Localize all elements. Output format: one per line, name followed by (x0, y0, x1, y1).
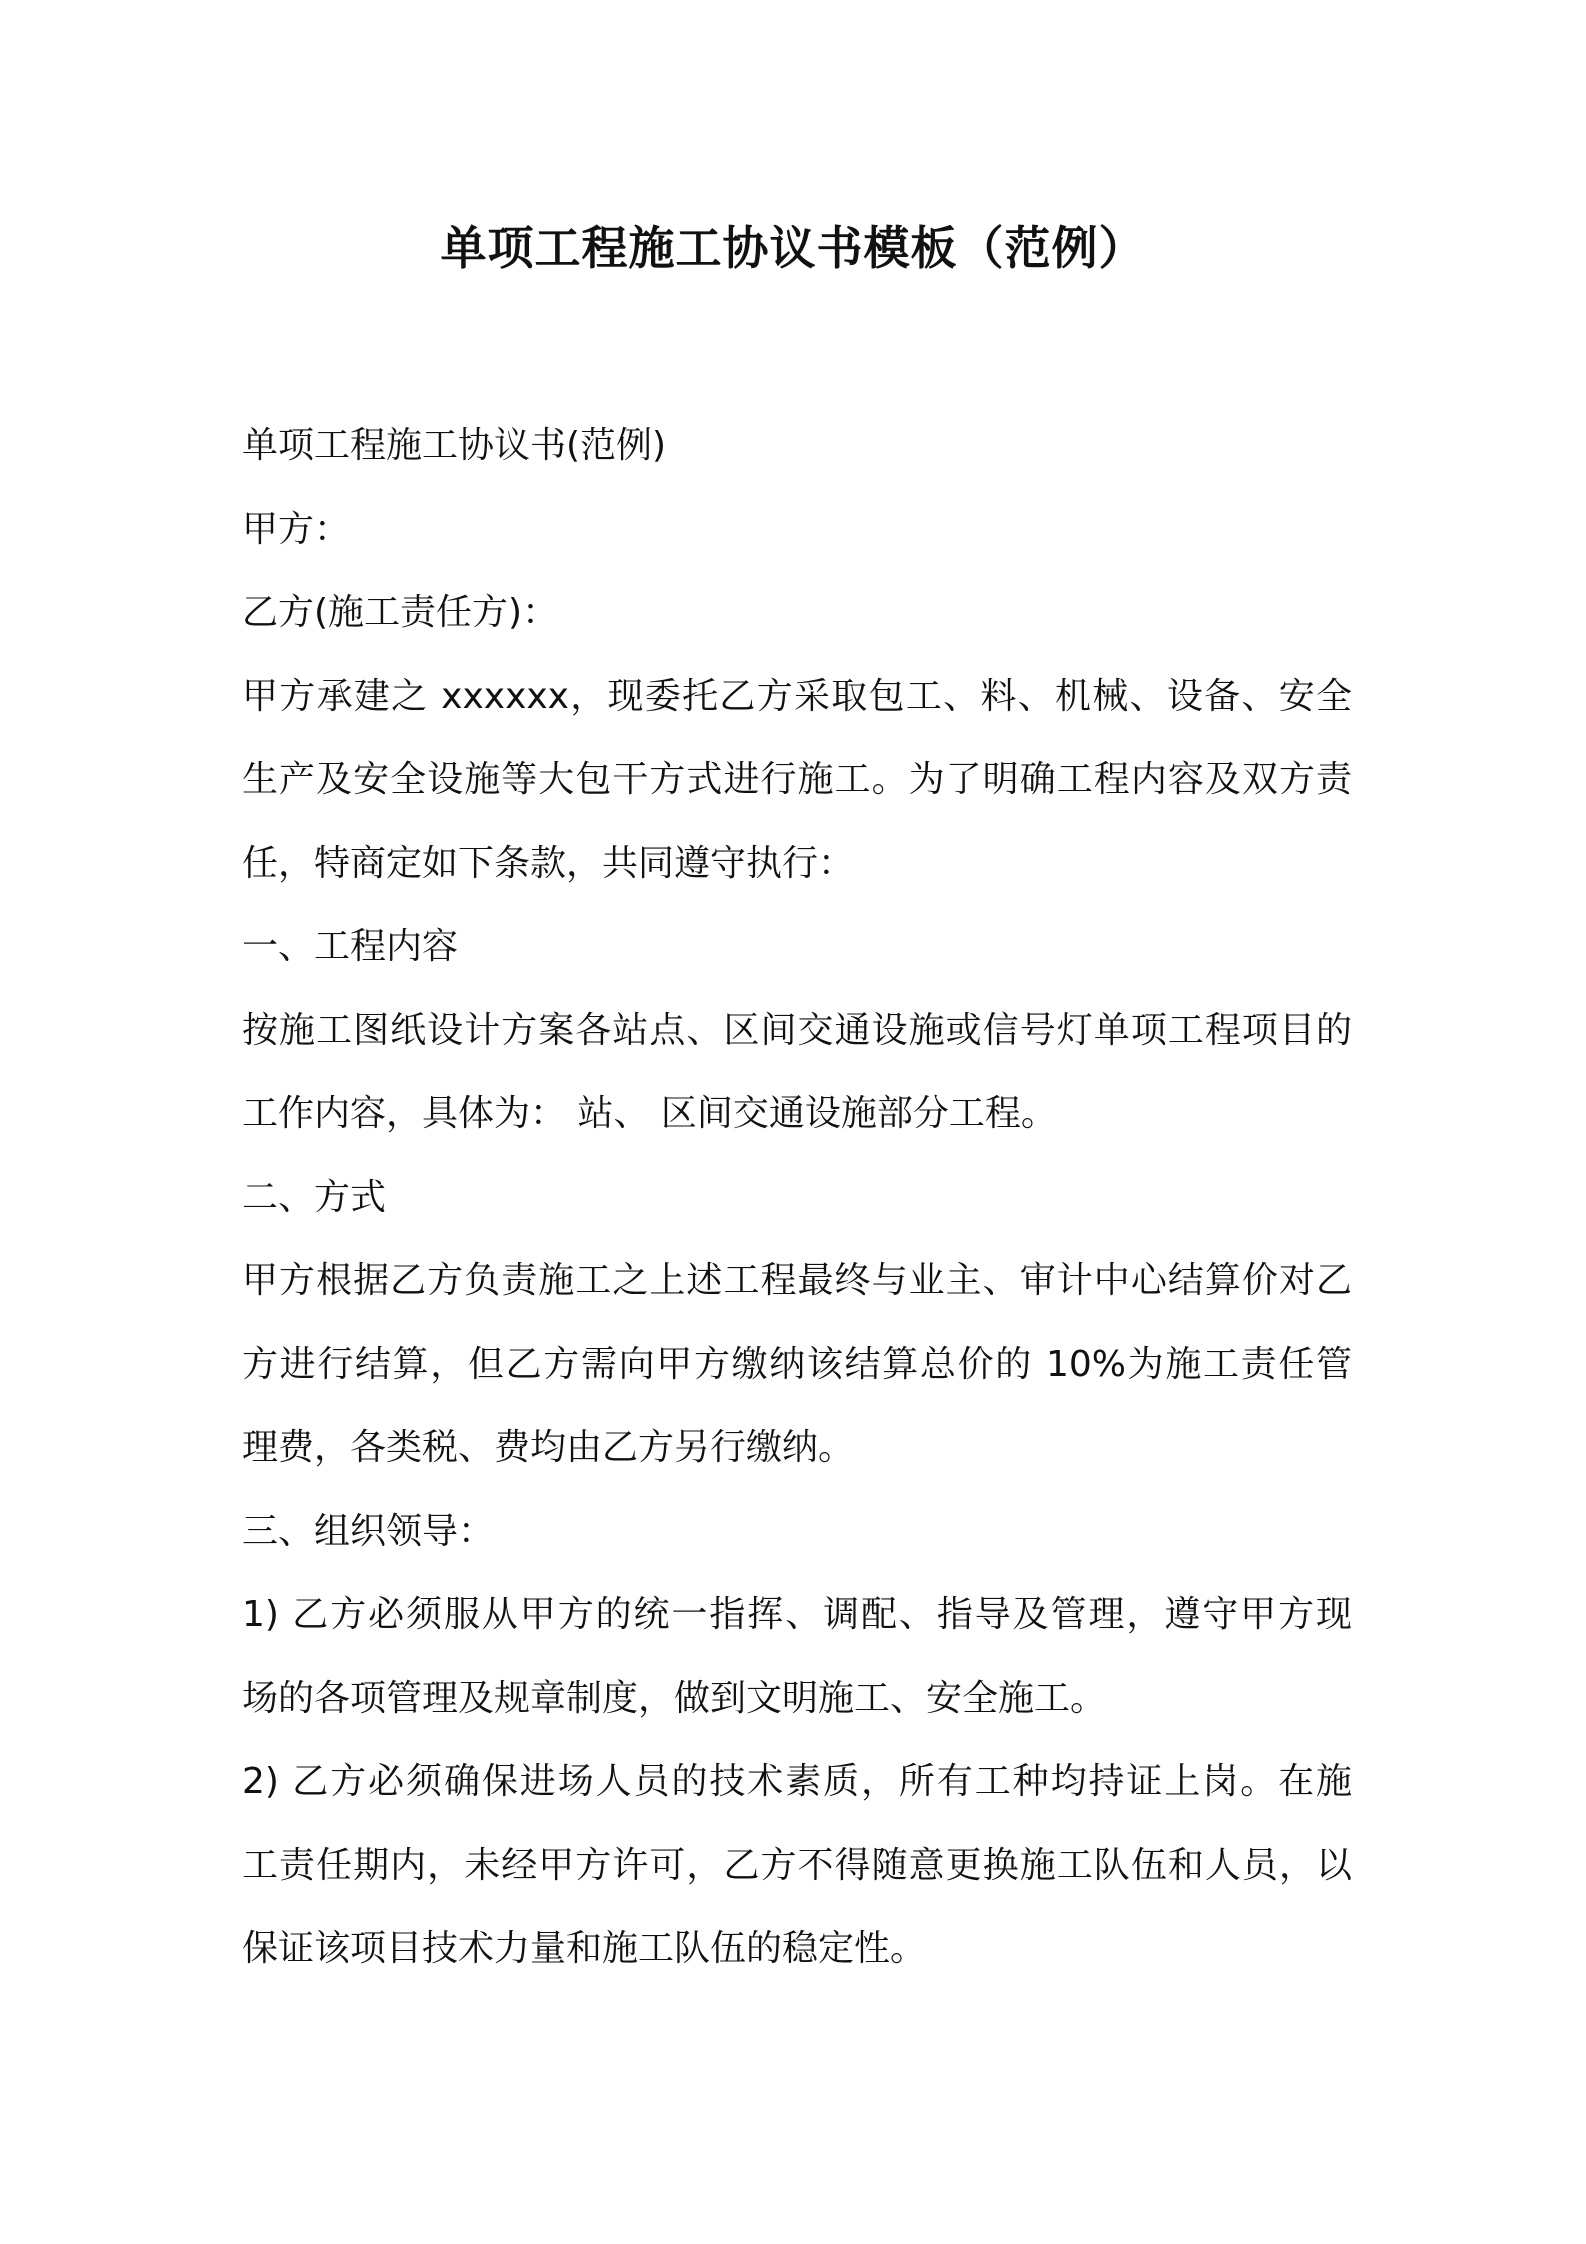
list-item-line: 工责任期内，未经甲方许可，乙方不得随意更换施工队伍和人员，以 (242, 1844, 1352, 1886)
paragraph-line: 生产及安全设施等大包干方式进行施工。为了明确工程内容及双方责 (242, 759, 1352, 800)
list-item-line: 1) 乙方必须服从甲方的统一指挥、调配、指导及管理，遵守甲方现 (242, 1594, 1352, 1635)
document-title: 单项工程施工协议书模板（范例） (440, 221, 1146, 275)
paragraph-line: 甲方承建之 xxxxxx，现委托乙方采取包工、料、机械、设备、安全 (242, 675, 1352, 717)
paragraph-line: 理费，各类税、费均由乙方另行缴纳。 (242, 1427, 855, 1468)
paragraph-line: 工作内容，具体为： 站、 区间交通设施部分工程。 (242, 1093, 1057, 1134)
paragraph-line: 甲方根据乙方负责施工之上述工程最终与业主、审计中心结算价对乙 (242, 1260, 1352, 1301)
subtitle-line: 单项工程施工协议书(范例) (242, 425, 667, 466)
paragraph-line: 方进行结算，但乙方需向甲方缴纳该结算总价的 10%为施工责任管 (242, 1343, 1352, 1385)
list-item-line: 场的各项管理及规章制度，做到文明施工、安全施工。 (242, 1677, 1107, 1719)
section-heading-2: 二、方式 (242, 1176, 387, 1218)
paragraph-line: 任，特商定如下条款，共同遵守执行： (242, 842, 855, 884)
paragraph-line: 按施工图纸设计方案各站点、区间交通设施或信号灯单项工程项目的 (242, 1009, 1352, 1051)
list-item-line: 2) 乙方必须确保进场人员的技术素质，所有工种均持证上岗。在施 (242, 1761, 1352, 1802)
party-a-line: 甲方： (242, 508, 351, 550)
section-heading-3: 三、组织领导： (242, 1510, 495, 1552)
section-heading-1: 一、工程内容 (242, 926, 459, 967)
document-body (242, 404, 1362, 1991)
list-item-line: 保证该项目技术力量和施工队伍的稳定性。 (242, 1928, 927, 1969)
party-b-line: 乙方(施工责任方)： (242, 592, 559, 633)
